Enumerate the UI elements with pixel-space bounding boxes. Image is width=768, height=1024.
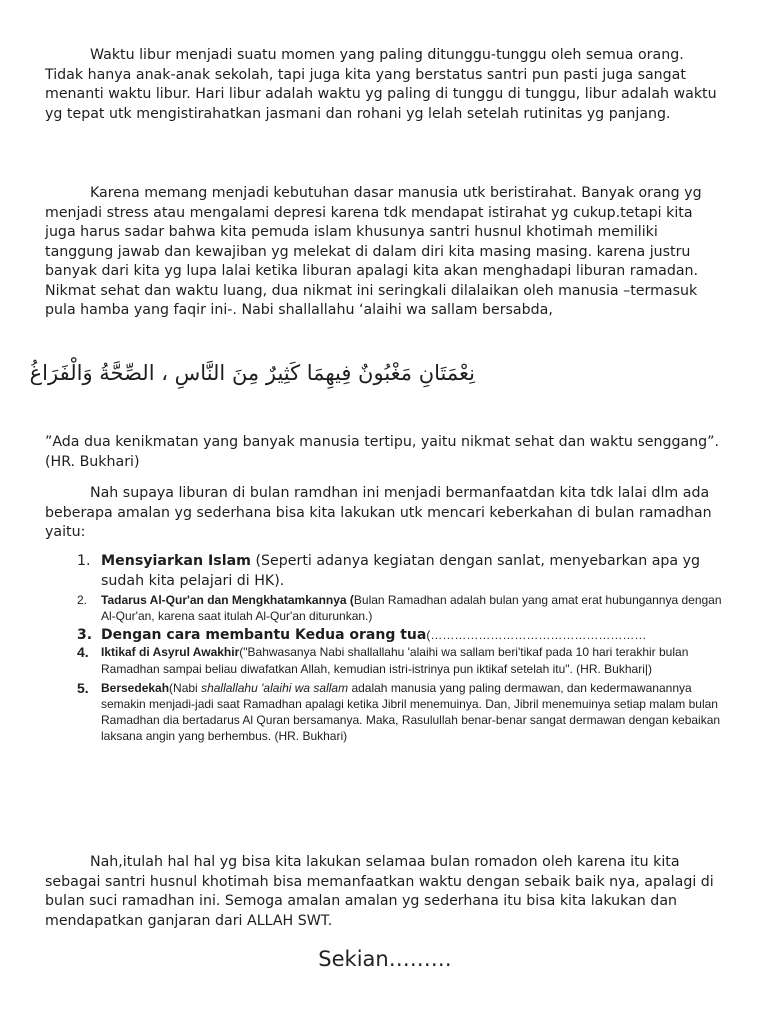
list-item-title: Mensyiarkan Islam — [101, 553, 251, 569]
list-item-4 — [45, 644, 725, 676]
list-item-text: Bulan Ramadhan adalah bulan yang amat erat hubungannya dengan Al-Qur'an, karena saat itulah Al-Qur'an diturunkan.) — [101, 593, 722, 624]
list-item-2 — [45, 592, 725, 624]
list-item-3 — [45, 626, 725, 644]
list-number: 4. — [77, 644, 89, 661]
list-item-title: Bersedekah — [101, 680, 170, 695]
third-paragraph: Nah supaya liburan di bulan ramdhan ini menjadi bermanfaatdan kita tdk lalai dlm ada beberapa amalan yg sederhana bisa kita lakukan utk mencari keberkahan di bulan ramadhan yaitu: — [45, 485, 712, 540]
list-item-text: (Nabi — [169, 680, 202, 695]
amalan-list — [45, 552, 725, 745]
list-item-text: (……………………………………………… — [426, 628, 647, 643]
list-item-text: (Seperti adanya kegiatan dengan sanlat, menyebarkan apa yg sudah kita pelajari di HK). — [101, 553, 701, 589]
hadith-translation: ”Ada dua kenikmatan yang banyak manusia tertipu, yaitu nikmat sehat dan waktu senggang”. (HR. Bukhari) — [45, 434, 720, 470]
list-item-title: Tadarus Al-Qur'an dan Mengkhatamkannya ( — [101, 593, 354, 607]
intro-paragraph: Waktu libur menjadi suatu momen yang paling ditunggu-tunggu oleh semua orang. Tidak hanya anak-anak sekolah, tapi juga kita yang berstatus santri pun pasti juga sangat menanti waktu libur. Hari libur adalah waktu yg paling di tunggu di tunggu, libur adalah waktu yg tepat utk mengistirahatkan jasmani dan rohani yg lelah setelah rutinitas yg panjang. — [45, 47, 717, 122]
list-item-1 — [45, 552, 725, 591]
list-item-title: Dengan cara membantu Kedua orang tua — [101, 627, 427, 644]
closing-sekian: Sekian……… — [318, 947, 452, 971]
list-number: 1. — [77, 553, 91, 569]
list-number: 2. — [77, 593, 88, 607]
list-item-text: adalah manusia yang paling dermawan, dan kedermawanannya semakin menjadi-jadi saat Ramadhan apalagi ketika Jibril menemuinya. Dan, Jibril menemuinya setiap malam bulan Ramadhan dia bertadarus Al Quran bersamanya. Maka, Rasulullah benar-benar sangat dermawan dengan kebaikan laksana angin yang berhembus. (HR. Bukhari) — [101, 680, 721, 744]
list-item-text: ("Bahwasanya Nabi shallallahu 'alaihi wa sallam beri'tikaf pada 10 hari terakhir bulan Ramadhan sampai beliau diwafatkan Allah, kemudian istri-istrinya pun iktikaf setelah itu". (HR. Bukhari|) — [101, 645, 689, 676]
list-item-5 — [45, 680, 725, 745]
list-number: 5. — [77, 679, 89, 696]
list-item-title: Iktikaf di Asyrul Awakhir — [101, 645, 240, 660]
arabic-hadith: نِعْمَتَانِ مَغْبُونٌ فِيهِمَا كَثِيرٌ مِنَ النَّاسِ ، الصِّحَّةُ وَالْفَرَاغُ — [29, 361, 475, 385]
second-paragraph: Karena memang menjadi kebutuhan dasar manusia utk beristirahat. Banyak orang yg menjadi stress atau mengalami depresi karena tdk mendapat istirahat yg cukup.tetapi kita juga harus sadar bahwa kita pemuda islam khusunya santri husnul khotimah memiliki tanggung jawab dan kewajiban yg melekat di dalam diri kita masing masing. karena justru banyak dari kita yg lupa lalai ketika liburan apalagi kita akan menghadapi liburan ramadan. Nikmat sehat dan waktu luang, dua nikmat ini seringkali dilalaikan oleh manusia –termasuk pula hamba yang faqir ini-. Nabi shallallahu ‘alaihi wa sallam bersabda, — [45, 185, 702, 318]
list-item-italic-text: shallallahu 'alaihi wa sallam — [201, 680, 349, 695]
list-number: 3. — [77, 627, 93, 644]
closing-paragraph: Nah,itulah hal hal yg bisa kita lakukan selamaa bulan romadon oleh karena itu kita sebagai santri husnul khotimah bisa memanfaatkan waktu dengan sebaik baik nya, apalagi di bulan suci ramadhan ini. Semoga amalan amalan yg sederhana itu bisa kita lakukan dan mendapatkan ganjaran dari ALLAH SWT. — [45, 854, 714, 929]
